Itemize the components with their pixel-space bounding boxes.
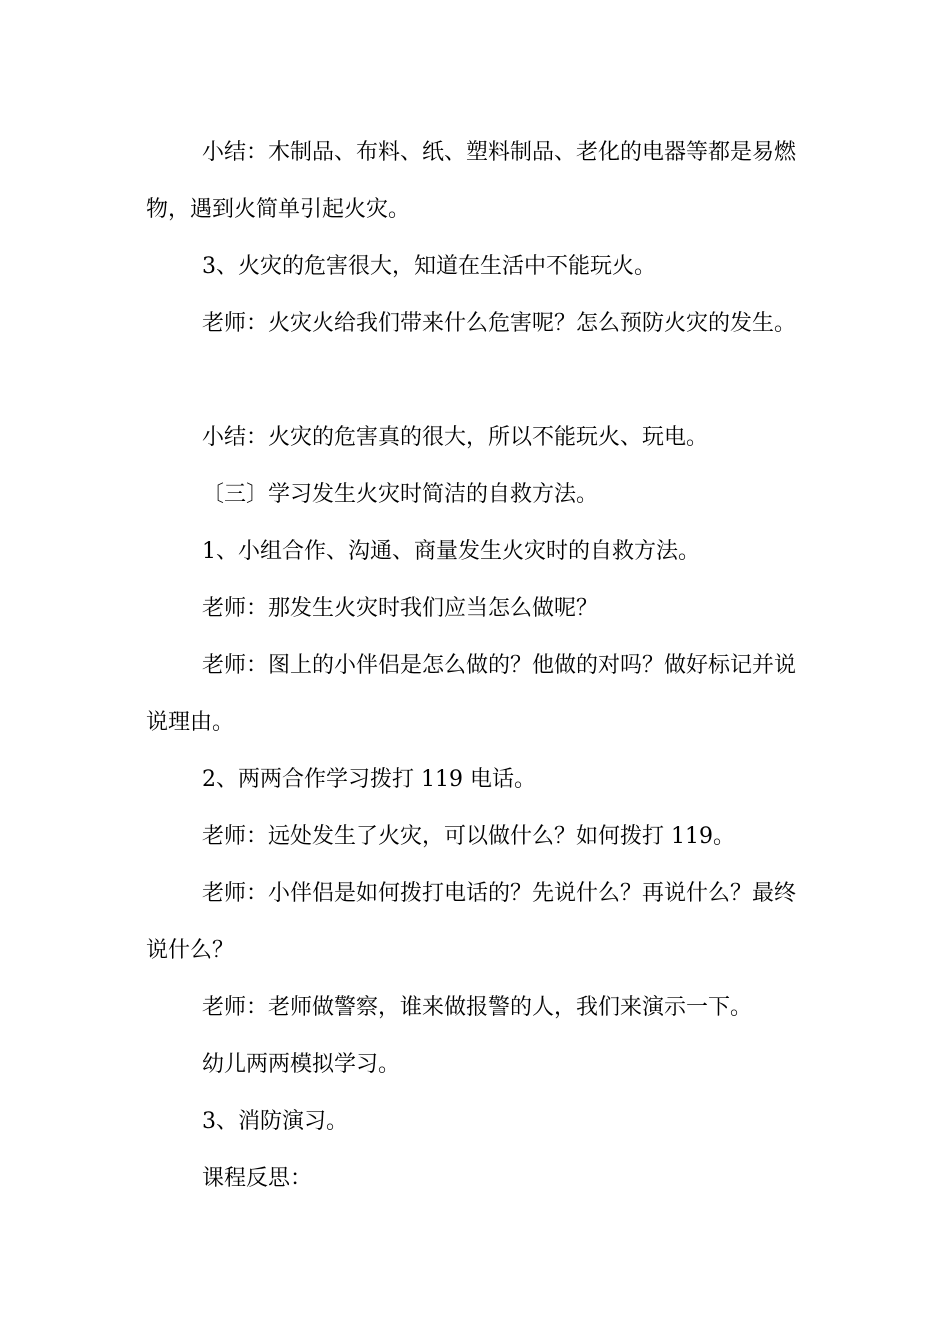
paragraph-fire-drill: 3、消防演习。 bbox=[202, 1109, 348, 1134]
paragraph-teacher-picture-cont: 说理由。 bbox=[146, 710, 235, 735]
paragraph-group-discussion: 1、小组合作、沟通、商量发生火灾时的自救方法。 bbox=[202, 539, 700, 564]
paragraph-summary-flammables: 小结：木制品、布料、纸、塑料制品、老化的电器等都是易燃 bbox=[202, 140, 797, 165]
paragraph-children-simulate: 幼儿两两模拟学习。 bbox=[202, 1052, 401, 1077]
paragraph-teacher-how-call: 老师：小伴侣是如何拨打电话的？先说什么？再说什么？最终 bbox=[202, 881, 797, 906]
paragraph-fire-hazard: 3、火灾的危害很大，知道在生活中不能玩火。 bbox=[202, 254, 656, 279]
paragraph-teacher-picture: 老师：图上的小伴侣是怎么做的？他做的对吗？做好标记并说 bbox=[202, 653, 797, 678]
paragraph-teacher-role-play: 老师：老师做警察，谁来做报警的人，我们来演示一下。 bbox=[202, 995, 753, 1020]
paragraph-teacher-question-hazard: 老师：火灾火给我们带来什么危害呢？怎么预防火灾的发生。 bbox=[202, 311, 797, 336]
paragraph-dial-119: 2、两两合作学习拨打 119 电话。 bbox=[202, 767, 536, 792]
paragraph-teacher-what-to-do: 老师：那发生火灾时我们应当怎么做呢？ bbox=[202, 596, 599, 621]
paragraph-summary-flammables-cont: 物，遇到火简单引起火灾。 bbox=[146, 197, 411, 222]
paragraph-summary-no-play: 小结：火灾的危害真的很大，所以不能玩火、玩电。 bbox=[202, 425, 709, 450]
paragraph-course-reflection: 课程反思： bbox=[202, 1166, 313, 1191]
paragraph-teacher-far-fire: 老师：远处发生了火灾，可以做什么？如何拨打 119。 bbox=[202, 824, 735, 849]
section-heading-self-rescue: 〔三〕学习发生火灾时简洁的自救方法。 bbox=[202, 482, 599, 507]
paragraph-teacher-how-call-cont: 说什么？ bbox=[146, 938, 235, 963]
